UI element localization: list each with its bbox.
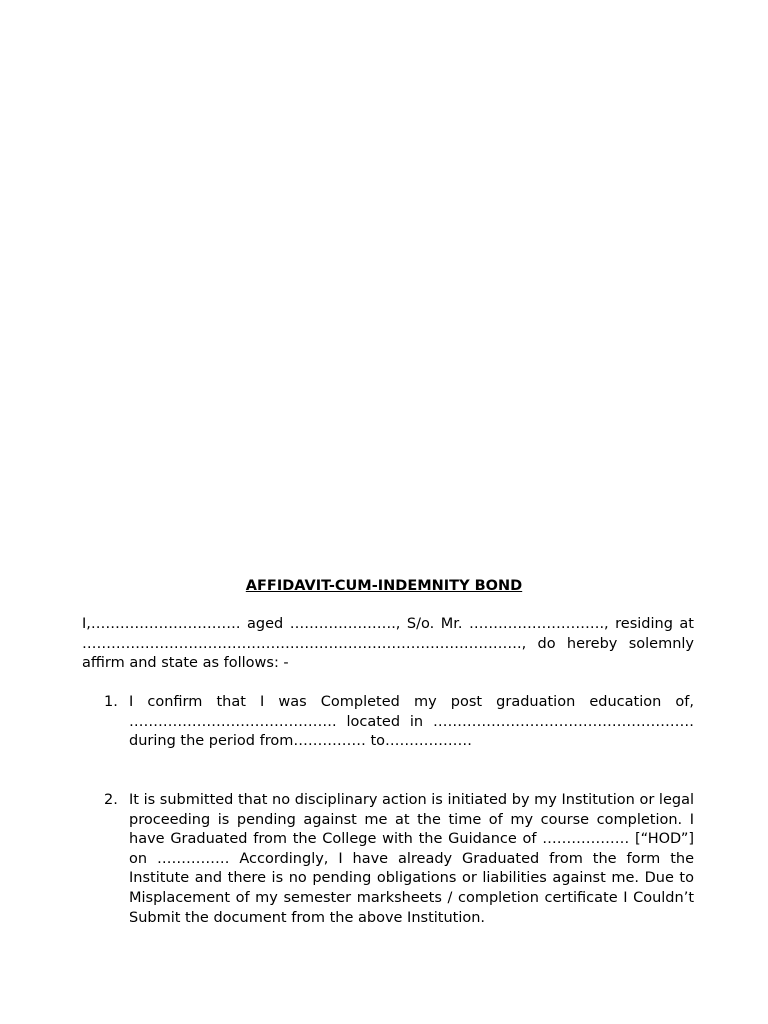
list-item-number: 2.	[104, 792, 118, 808]
list-item-text: It is submitted that no disciplinary action is initiated by my Institution or legal proceeding is pending against me at the time of my course completion. I have Graduated from the College with the Guidance of ……………… [“HOD”] on …………… Accordingly, I have already Graduated from the form the Institute and there is no pending obligations or liabilities against me. Due to Misplacement of my semester marksheets / completion certificate I Couldn’t Submit the document from the above Institution.	[129, 792, 694, 926]
list-item	[82, 693, 694, 752]
intro-paragraph: I,…………………………. aged …………………., S/o. Mr. ………………………., residing at ………………………………………………………………………………., do hereby solemnly affirm and state as follows: -	[82, 616, 694, 672]
list-item	[82, 791, 694, 928]
list-item-number: 1.	[104, 694, 118, 710]
document-title: AFFIDAVIT-CUM-INDEMNITY BOND	[245, 578, 523, 594]
list-item-text: I confirm that I was Completed my post graduation education of, ……………………………………. located in ………………………………………………during the period from…………… to………………	[129, 694, 694, 750]
